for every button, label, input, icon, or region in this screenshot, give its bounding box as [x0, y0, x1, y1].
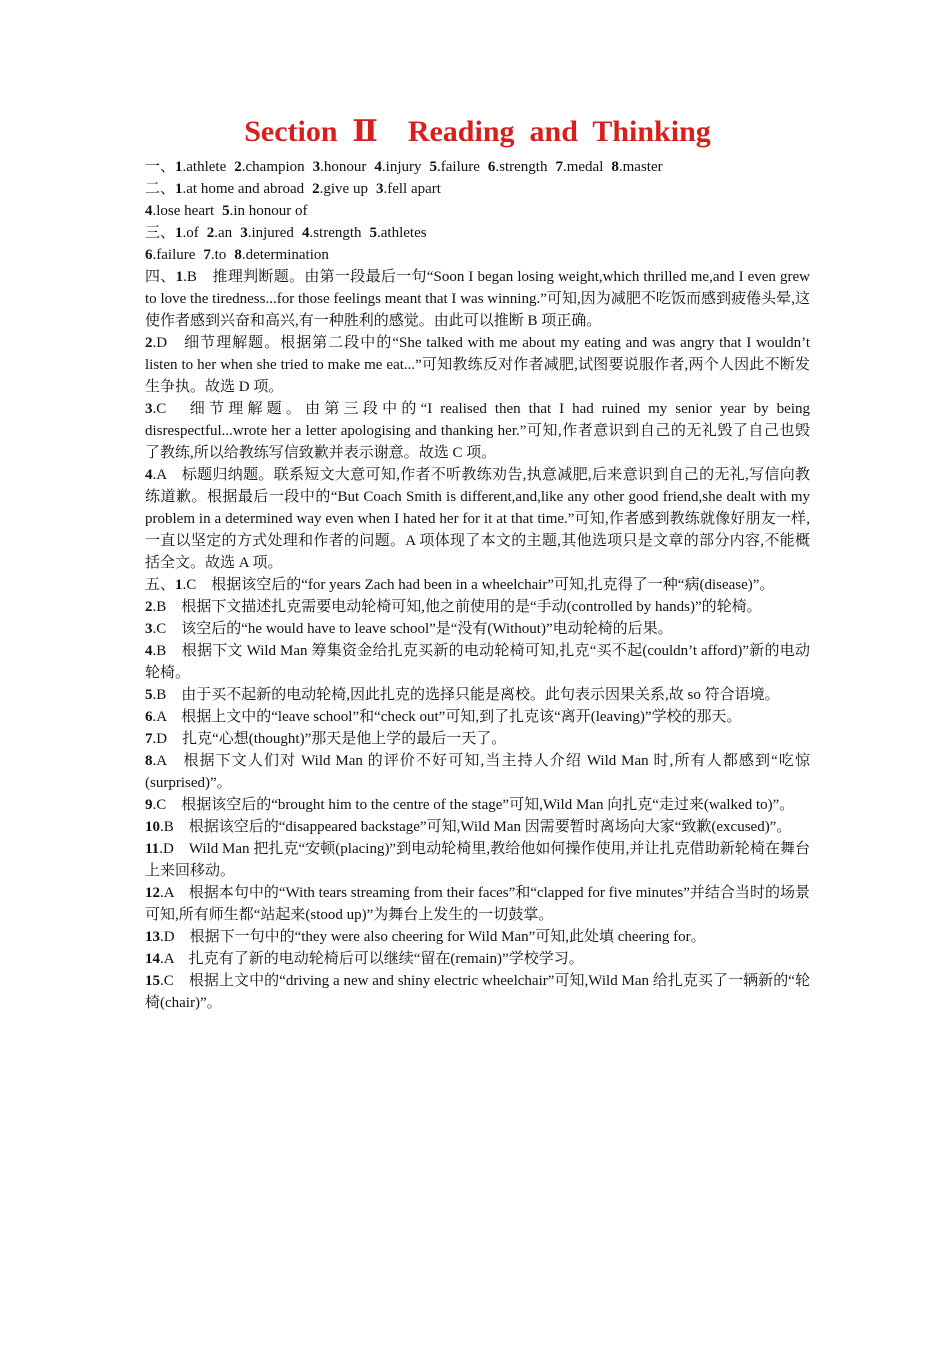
answer-item: 7.to — [203, 247, 227, 263]
answer-item: 2.champion — [234, 159, 305, 175]
answer-item: 5.failure — [429, 159, 480, 175]
part4-item: 4.A 标题归纳题。联系短文大意可知,作者不听教练劝告,执意减肥,后来意识到自己的无礼,写信向教练道歉。根据最后一段中的“But Coach Smith is different,and,like any other good friend,she dealt with my problem in a determined way even when I hated her for it at that time.”可知,作者感到教练就像好朋友一样,一直以坚定的方式处理和作者的问题。A 项体现了本文的主题,其他选项只是文章的部分内容,不能概括全文。故选 A 项。 — [145, 467, 810, 571]
answer-item: 2.an — [206, 225, 233, 241]
answer-item: 6.failure — [145, 247, 196, 263]
part5-item: 五、1.C 根据该空后的“for years Zach had been in a wheelchair”可知,扎克得了一种“病(disease)”。 — [145, 577, 775, 593]
answer-item: 1.athlete — [175, 159, 227, 175]
answer-item: 7.medal — [555, 159, 604, 175]
section-title: Section Ⅱ Reading and Thinking — [244, 115, 711, 148]
part1-line — [145, 156, 810, 178]
answer-item: 6.strength — [487, 159, 548, 175]
part2-label: 二、 — [145, 181, 176, 197]
part2-line-2 — [145, 200, 810, 222]
part4-item: 四、1.B 推理判断题。由第一段最后一句“Soon I began losing weight,which thrilled me,and I even grew to love the tiredness...for those feelings meant that I was winning.”可知,因为减肥不吃饭而感到疲倦头晕,这使作者感到兴奋和高兴,有一种胜利的感觉。由此可以推断 B 项正确。 — [145, 269, 810, 329]
answer-key-page — [145, 112, 810, 1014]
part3-line-2 — [145, 244, 810, 266]
answer-item: 4.lose heart — [145, 203, 215, 219]
part2-line-1 — [145, 178, 810, 200]
part5-label: 五、 — [145, 577, 176, 593]
part5-item: 14.A 扎克有了新的电动轮椅后可以继续“留在(remain)”学校学习。 — [145, 951, 584, 967]
answer-item: 5.in honour of — [222, 203, 308, 219]
part5-item: 15.C 根据上文中的“driving a new and shiny electric wheelchair”可知,Wild Man 给扎克买了一辆新的“轮椅(chair)”。 — [145, 973, 810, 1011]
part5-item: 13.D 根据下一句中的“they were also cheering for Wild Man”可知,此处填 cheering for。 — [145, 929, 706, 945]
answer-item: 2.give up — [312, 181, 368, 197]
answer-item: 4.strength — [301, 225, 362, 241]
answer-item: 8.master — [611, 159, 663, 175]
part5-item: 4.B 根据下文 Wild Man 筹集资金给扎克买新的电动轮椅可知,扎克“买不起(couldn’t afford)”新的电动轮椅。 — [145, 643, 810, 681]
answer-item: 4.injury — [374, 159, 422, 175]
part1-label: 一、 — [145, 159, 176, 175]
part5-item: 10.B 根据该空后的“disappeared backstage”可知,Wild Man 因需要暂时离场向大家“致歉(excused)”。 — [145, 819, 792, 835]
answer-item: 3.honour — [312, 159, 367, 175]
part3-label: 三、 — [145, 225, 176, 241]
part4-item: 3.C 细节理解题。由第三段中的“I realised then that I had ruined my senior year by being disrespectful...wrote her a letter apologising and thanking her.”可知,作者意识到自己的无礼毁了自己也毁了教练,所以给教练写信致歉并表示谢意。故选 C 项。 — [145, 401, 810, 461]
part4-label: 四、 — [145, 269, 176, 285]
part5-item: 12.A 根据本句中的“With tears streaming from their faces”和“clapped for five minutes”并结合当时的场景可知,所有师生都“站起来(stood up)”为舞台上发生的一切鼓掌。 — [145, 885, 810, 923]
answer-item: 1.of — [175, 225, 199, 241]
part5-item: 6.A 根据上文中的“leave school”和“check out”可知,到了扎克该“离开(leaving)”学校的那天。 — [145, 709, 742, 725]
part5-item: 8.A 根据下文人们对 Wild Man 的评价不好可知,当主持人介绍 Wild Man 时,所有人都感到“吃惊(surprised)”。 — [145, 753, 810, 791]
part4-item: 2.D 细节理解题。根据第二段中的“She talked with me about my eating and was angry that I wouldn’t listen to her when she tried to make me eat...”可知教练反对作者减肥,试图要说服作者,两个人因此不断发生争执。故选 D 项。 — [145, 335, 810, 395]
answer-item: 8.determination — [234, 247, 329, 263]
part3-line-1 — [145, 222, 810, 244]
part5-item: 3.C 该空后的“he would have to leave school”是“没有(Without)”电动轮椅的后果。 — [145, 621, 673, 637]
answer-item: 3.fell apart — [375, 181, 441, 197]
part5-item: 9.C 根据该空后的“brought him to the centre of the stage”可知,Wild Man 向扎克“走过来(walked to)”。 — [145, 797, 795, 813]
part5-item: 11.D Wild Man 把扎克“安顿(placing)”到电动轮椅里,教给他如何操作使用,并让扎克借助新轮椅在舞台上来回移动。 — [145, 841, 810, 879]
part5-item: 2.B 根据下文描述扎克需要电动轮椅可知,他之前使用的是“手动(controlled by hands)”的轮椅。 — [145, 599, 762, 615]
answer-item: 3.injured — [240, 225, 294, 241]
answer-item: 1.at home and abroad — [175, 181, 305, 197]
part5-item: 5.B 由于买不起新的电动轮椅,因此扎克的选择只能是离校。此句表示因果关系,故 so 符合语境。 — [145, 687, 780, 703]
answer-item: 5.athletes — [369, 225, 427, 241]
part5-item: 7.D 扎克“心想(thought)”那天是他上学的最后一天了。 — [145, 731, 507, 747]
